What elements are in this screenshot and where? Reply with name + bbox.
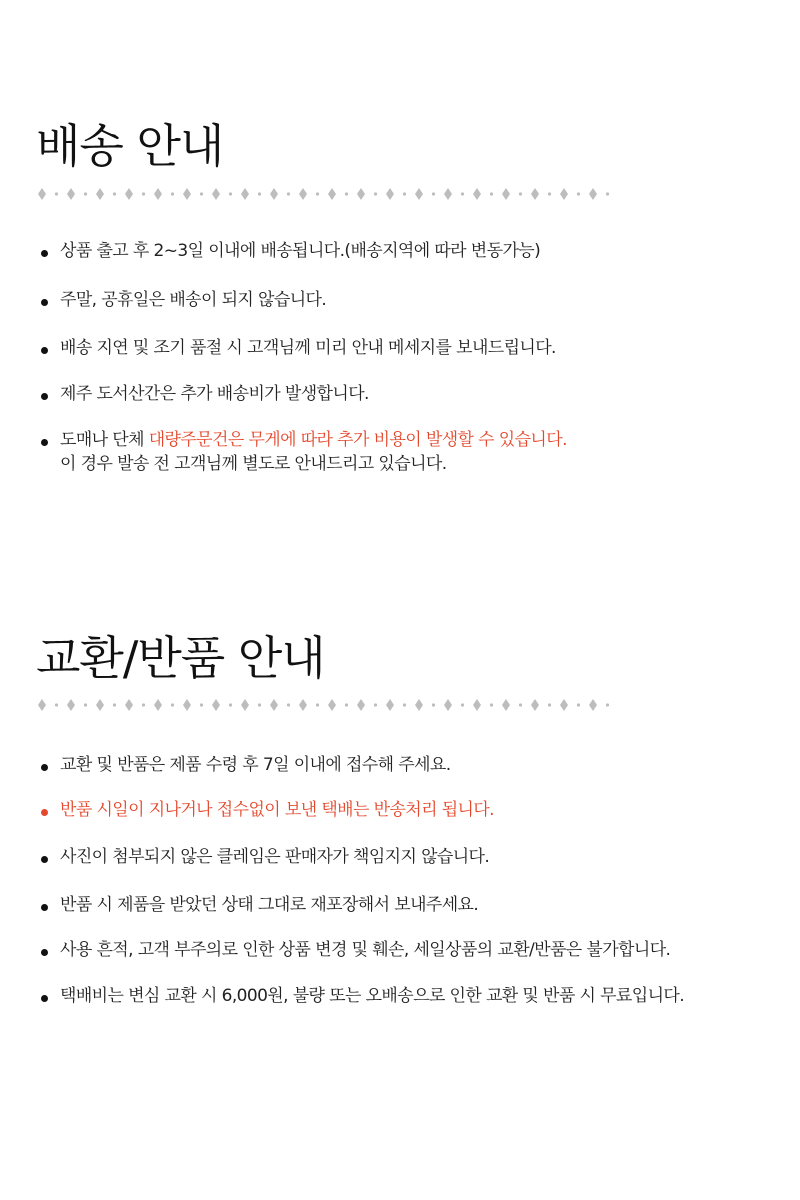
divider-dot [55, 703, 58, 706]
divider-dot [606, 703, 609, 706]
bullet-icon [41, 809, 48, 816]
divider-dot [287, 703, 290, 706]
divider-dot [84, 192, 87, 195]
divider-dot [171, 703, 174, 706]
list-item-text: 반품 시일이 지나거나 접수없이 보낸 택배는 반송처리 됩니다. [60, 800, 494, 820]
bullet-icon [41, 393, 48, 400]
diamond-dot-divider-icon [38, 698, 623, 712]
list-item-text: 상품 출고 후 2~3일 이내에 배송됩니다.(배송지역에 따라 변동가능) [60, 241, 541, 261]
divider-dot [374, 192, 377, 195]
shipping-title: 배송 안내 [36, 119, 224, 173]
divider-diamond [357, 699, 365, 711]
divider-diamond [502, 188, 510, 200]
divider-diamond [299, 699, 307, 711]
divider-diamond [473, 699, 481, 711]
divider-diamond [67, 699, 75, 711]
divider-diamond [415, 188, 423, 200]
divider-dot [171, 192, 174, 195]
divider-diamond [212, 188, 220, 200]
divider-dot [258, 192, 261, 195]
divider-dot [490, 192, 493, 195]
divider-diamond [328, 699, 336, 711]
bullet-icon [41, 764, 48, 771]
divider-dot [345, 703, 348, 706]
divider-dot [229, 192, 232, 195]
divider-dot [432, 192, 435, 195]
divider-diamond [38, 699, 46, 711]
divider-dot [461, 703, 464, 706]
list-item-text-line2: 이 경우 발송 전 고객님께 별도로 안내드리고 있습니다. [60, 454, 447, 474]
divider-dot [84, 703, 87, 706]
bullet-icon [41, 949, 48, 956]
divider-diamond [473, 188, 481, 200]
divider-diamond [386, 188, 394, 200]
bullet-icon [41, 904, 48, 911]
divider-dot [490, 703, 493, 706]
list-item-text: 반품 시 제품을 받았던 상태 그대로 재포장해서 보내주세요. [60, 895, 479, 915]
divider-dot [200, 192, 203, 195]
divider-diamond [560, 699, 568, 711]
divider-diamond [357, 188, 365, 200]
list-item-text-plain: 도매나 단체 [60, 430, 149, 450]
divider-diamond [183, 699, 191, 711]
divider-diamond [96, 188, 104, 200]
divider-dot [374, 703, 377, 706]
divider-dot [345, 192, 348, 195]
divider-dot [55, 192, 58, 195]
bullet-icon [41, 299, 48, 306]
list-item-text: 주말, 공휴일은 배송이 되지 않습니다. [60, 290, 327, 310]
divider-diamond [241, 699, 249, 711]
divider-dot [142, 703, 145, 706]
list-item-text: 택배비는 변심 교환 시 6,000원, 불량 또는 오배송으로 인한 교환 및 반품 시 무료입니다. [60, 986, 685, 1006]
bullet-icon [41, 995, 48, 1002]
returns-title: 교환/반품 안내 [36, 631, 325, 685]
divider-diamond [589, 699, 597, 711]
list-item-text: 배송 지연 및 조기 품절 시 고객님께 미리 안내 메세지를 보내드립니다. [60, 338, 556, 358]
divider-dot [229, 703, 232, 706]
divider-dot [316, 192, 319, 195]
list-item-text-highlight: 대량주문건은 무게에 따라 추가 비용이 발생할 수 있습니다. [148, 430, 567, 450]
divider-dot [548, 703, 551, 706]
bullet-icon [41, 439, 48, 446]
divider-diamond [67, 188, 75, 200]
divider-dot [316, 703, 319, 706]
bullet-icon [41, 250, 48, 257]
divider-diamond [183, 188, 191, 200]
bullet-icon [41, 856, 48, 863]
divider-diamond [125, 188, 133, 200]
divider-diamond [38, 188, 46, 200]
list-item-text: 교환 및 반품은 제품 수령 후 7일 이내에 접수해 주세요. [60, 755, 451, 775]
divider-diamond [125, 699, 133, 711]
divider-diamond [328, 188, 336, 200]
list-item-text: 제주 도서산간은 추가 배송비가 발생합니다. [60, 384, 369, 404]
divider-dot [113, 192, 116, 195]
divider-diamond [444, 699, 452, 711]
divider-dot [403, 192, 406, 195]
list-item-text [60, 429, 567, 452]
divider-dot [403, 703, 406, 706]
divider-dot [113, 703, 116, 706]
divider-dot [519, 192, 522, 195]
divider-diamond [241, 188, 249, 200]
divider-diamond [531, 699, 539, 711]
divider-dot [519, 703, 522, 706]
divider-diamond [589, 188, 597, 200]
divider-diamond [531, 188, 539, 200]
divider-diamond [560, 188, 568, 200]
divider-dot [432, 703, 435, 706]
divider-diamond [270, 699, 278, 711]
divider-dot [548, 192, 551, 195]
divider-diamond [386, 699, 394, 711]
divider-diamond [270, 188, 278, 200]
divider-dot [606, 192, 609, 195]
divider-diamond [154, 699, 162, 711]
diamond-dot-divider-icon [38, 187, 623, 201]
list-item-text: 사용 흔적, 고객 부주의로 인한 상품 변경 및 훼손, 세일상품의 교환/반품은 불가합니다. [60, 940, 671, 960]
divider-diamond [502, 699, 510, 711]
divider-dot [577, 192, 580, 195]
divider-diamond [444, 188, 452, 200]
list-item-text: 사진이 첨부되지 않은 클레임은 판매자가 책임지지 않습니다. [60, 847, 490, 867]
divider-diamond [415, 699, 423, 711]
divider-diamond [154, 188, 162, 200]
divider-dot [142, 192, 145, 195]
divider-dot [258, 703, 261, 706]
bullet-icon [41, 347, 48, 354]
divider-dot [577, 703, 580, 706]
divider-dot [200, 703, 203, 706]
divider-diamond [299, 188, 307, 200]
divider-dot [287, 192, 290, 195]
divider-dot [461, 192, 464, 195]
divider-diamond [96, 699, 104, 711]
divider-diamond [212, 699, 220, 711]
